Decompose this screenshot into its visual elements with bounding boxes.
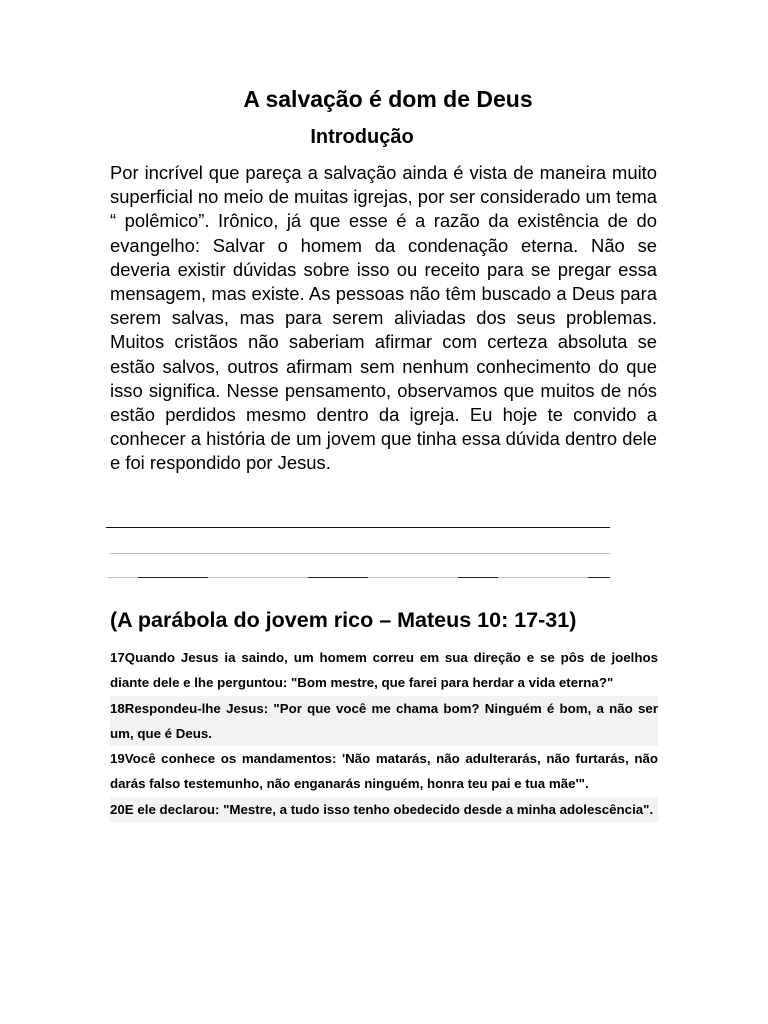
divider-line (108, 577, 610, 578)
divider-line (106, 527, 610, 528)
divider-segment (138, 577, 208, 578)
intro-paragraph: Por incrível que pareça a salvação ainda é vista de maneira muito superficial no meio de muitas igrejas, por ser considerado um tema “ polêmico”. Irônico, já que esse é a razão da existência de do evangelho: Salvar o homem da condenação eterna. Não se deveria existir dúvidas sobre isso ou receito para se pregar essa mensagem, mas existe. As pessoas não têm buscado a Deus para serem salvas, mas para serem aliviadas dos seus problemas. Muitos cristãos não saberiam afirmar com certeza absoluta se estão salvos, outros afirmam sem nenhum conhecimento do que isso significa. Nesse pensamento, observamos que muitos de nós estão perdidos mesmo dentro da igreja. Eu hoje te convido a conhecer a história de um jovem que tinha essa dúvida dentro dele e foi respondido por Jesus. (110, 162, 657, 474)
divider-segment (588, 577, 610, 578)
verse-17: 17Quando Jesus ia saindo, um homem correu em sua direção e se pôs de joelhos diante dele e lhe perguntou: "Bom mestre, que farei para herdar a vida eterna?" (110, 650, 658, 691)
document-title: A salvação é dom de Deus (243, 86, 533, 112)
verse-20: 20E ele declarou: "Mestre, a tudo isso tenho obedecido desde a minha adolescência". (110, 797, 658, 822)
verse-18: 18Respondeu-lhe Jesus: "Por que você me chama bom? Ninguém é bom, a não ser um, que é Deus. (110, 696, 658, 747)
divider-line (110, 553, 610, 554)
divider-segment (308, 577, 368, 578)
document-subtitle: Introdução (310, 126, 414, 148)
verse-19: 19Você conhece os mandamentos: 'Não matarás, não adulterarás, não furtarás, não darás falso testemunho, não enganarás ninguém, honra teu pai e tua mãe'". (110, 751, 658, 792)
section-title: (A parábola do jovem rico – Mateus 10: 17-31) (110, 608, 577, 632)
verse-list (110, 645, 658, 822)
divider-segment (458, 577, 498, 578)
